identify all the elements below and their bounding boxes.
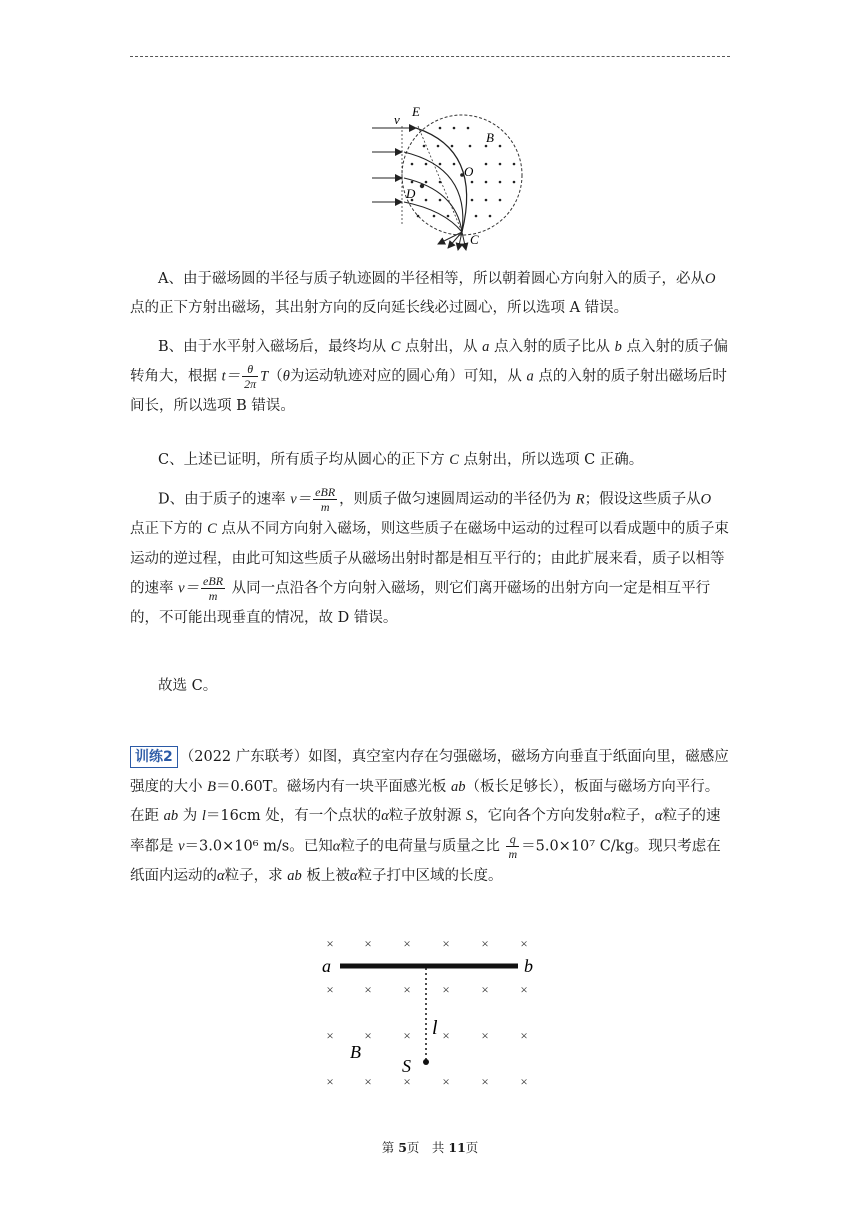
field-cross-mark: × — [403, 936, 411, 951]
fig1-label-c: C — [470, 232, 479, 247]
field-cross-mark: × — [481, 982, 489, 997]
fraction-ebr-m: $\frac{\text{eBR}}{m}$ — [315, 485, 336, 514]
fig1-label-d: D — [406, 186, 416, 201]
fig1-label-o: O — [464, 164, 474, 179]
figure-magnetic-circle — [360, 100, 530, 252]
field-cross-mark: × — [481, 1074, 489, 1089]
field-cross-mark: × — [442, 1028, 450, 1043]
training-problem: 训练2 （2022 广东联考）如图，真空室内存在匀强磁场，磁场方向垂直于纸面向里，磁感应强度的大小 B＝0.60T。磁场内有一块平面感光板 ab（板长足够长），板面与磁场方向平行。在距 ab 为 l＝16cm 处，有一个点状的α粒子放射源 S，它向各个方向发射α粒子，α粒子的速率都是 v＝3.0×10⁶ m/s。已知α粒子的电荷量与质量之比 $\frac{q}{m}$ ＝5.0×10⁷ C/kg。现只考虑在纸面内运动的α粒子，求 ab 板上被α粒子打中区域的长度。 — [130, 743, 730, 891]
fraction-q-m: $\frac{q}{m}$ — [508, 831, 518, 861]
field-cross-mark: × — [364, 982, 372, 997]
field-cross-mark: × — [403, 982, 411, 997]
fig2-label-b: b — [524, 956, 533, 976]
page-footer: 第 5页 共 11页 — [381, 1140, 479, 1155]
field-cross-mark: × — [520, 936, 528, 951]
field-cross-mark: × — [481, 936, 489, 951]
fig2-label-source: S — [402, 1056, 411, 1076]
field-cross-mark: × — [364, 1074, 372, 1089]
option-b-explanation: B、由于水平射入磁场后，最终均从 C 点射出，从 a 点入射的质子比从 b 点入射的质子偏转角大，根据 t＝ $\frac{\theta}{2\pi}$ T（θ为运动轨迹对应的圆心角）可知，从 a 点的入射的质子射出磁场后时间长，所以选项 B 错误。 — [130, 339, 728, 414]
training-tag: 训练2 — [130, 746, 178, 768]
fig1-label-b: B — [486, 130, 494, 145]
fraction-ebr-m-2: $\frac{\text{eBR}}{m}$ — [203, 574, 224, 603]
field-cross-mark: × — [326, 1074, 334, 1089]
field-cross-mark: × — [326, 1028, 334, 1043]
conclusion: 故选 C。 — [158, 678, 218, 694]
field-cross-mark: × — [403, 1028, 411, 1043]
figure-plate-source — [310, 930, 550, 1090]
field-cross-mark: × — [520, 982, 528, 997]
field-cross-mark: × — [520, 1028, 528, 1043]
field-cross-mark: × — [364, 1028, 372, 1043]
field-cross-mark: × — [364, 936, 372, 951]
field-cross-mark: × — [326, 936, 334, 951]
fig2-label-a: a — [322, 956, 331, 976]
fig1-label-e: E — [412, 104, 420, 119]
fig2-label-l: l — [432, 1017, 438, 1039]
field-cross-mark: × — [442, 1074, 450, 1089]
field-cross-mark: × — [520, 1074, 528, 1089]
field-cross-mark: × — [442, 936, 450, 951]
field-cross-mark: × — [481, 1028, 489, 1043]
header-rule — [130, 56, 730, 57]
option-d-explanation: D、由于质子的速率 v＝ $\frac{\text{eBR}}{m}$ ，则质子做匀速圆周运动的半径仍为 R；假设这些质子从O 点正下方的 C 点从不同方向射入磁场，则这些质子在磁场中运动的过程可以看成题中的质子束运动的逆过程，由此可知这些质子从磁场出射时都是相互平行的；由此扩展来看，质子以相等的速率 v＝ $\frac{\text{eBR}}{m}$ 从同一点沿各个方向射入磁场，则它们离开磁场的出射方向一定是相互平行的，不可能出现垂直的情况，故 D 错误。 — [130, 485, 729, 626]
field-cross-mark: × — [442, 982, 450, 997]
fig1-label-v: v — [394, 112, 400, 127]
option-c-explanation: C、上述已证明，所有质子均从圆心的正下方 C 点射出，所以选项 C 正确。 — [158, 452, 644, 468]
fig2-label-magnetic-field: B — [350, 1042, 361, 1062]
option-a-explanation: A、由于磁场圆的半径与质子轨迹圆的半径相等，所以朝着圆心方向射入的质子，必从O 点的正下方射出磁场，其出射方向的反向延长线必过圆心，所以选项 A 错误。 — [130, 271, 716, 316]
field-cross-mark: × — [326, 982, 334, 997]
fraction-theta-2pi: $\frac{\theta}{2\pi}$ — [244, 362, 257, 391]
field-cross-mark: × — [403, 1074, 411, 1089]
